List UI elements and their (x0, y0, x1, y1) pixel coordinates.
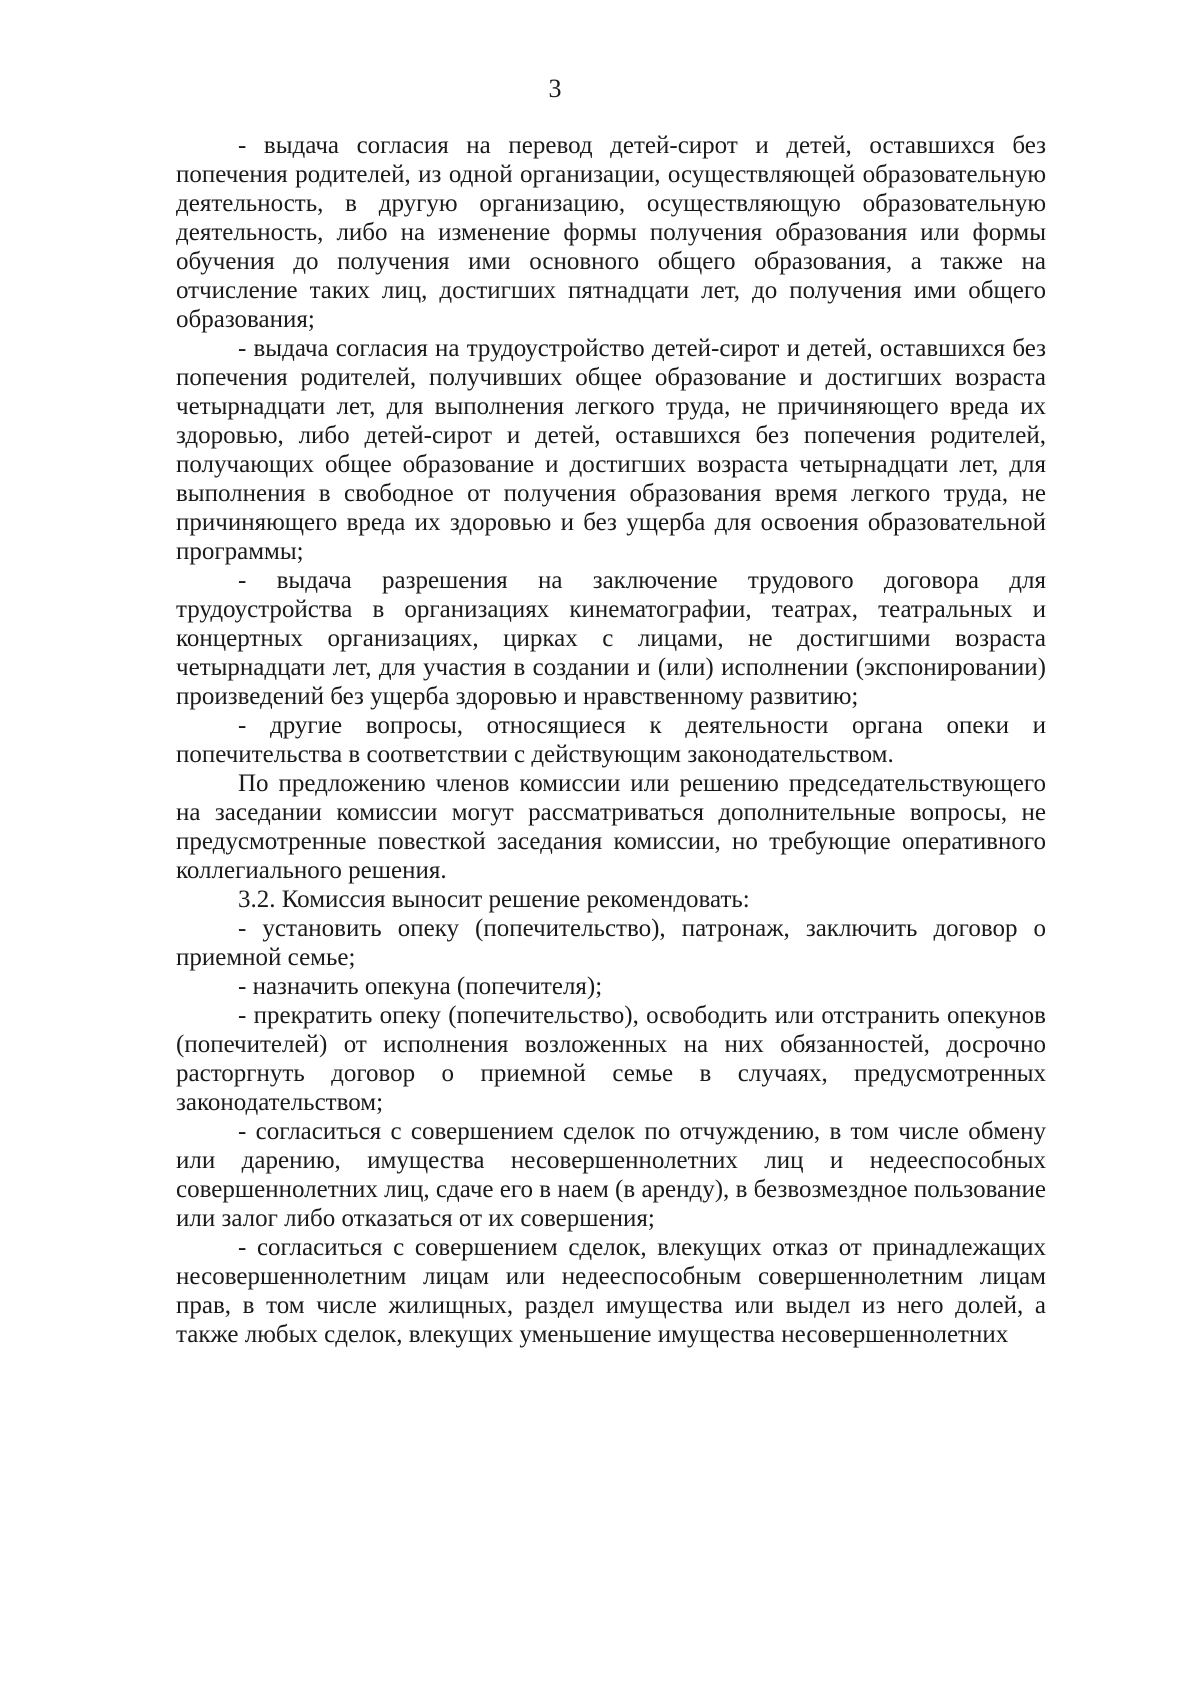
paragraph-rights-waiver: - согласиться с совершением сделок, влекущих отказ от принадлежащих несовершеннолетним лицам или недееспособным совершеннолетним лицам прав, в том числе жилищных, раздел имущества или выдел из него долей, а также любых сделок, влекущих уменьшение имущества несовершеннолетних (176, 1234, 1046, 1348)
paragraph-property-alienation: - согласиться с совершением сделок по отчуждению, в том числе обмену или дарению, имущества несовершеннолетних лиц и недееспособных совершеннолетних лиц, сдаче его в наем (в аренду), в безвозмездное пользование или залог либо отказаться от их совершения; (176, 1118, 1046, 1232)
paragraph-permission-labor-contract: - выдача разрешения на заключение трудового договора для трудоустройства в организациях кинематографии, театрах, театральных и концертных организациях, цирках с лицами, не достигшими возраста четырнадцати лет, для участия в создании и (или) исполнении (экспонировании) произведений без ущерба здоровью и нравственному развитию; (176, 567, 1046, 710)
paragraph-consent-transfer: - выдача согласия на перевод детей-сирот и детей, оставшихся без попечения родителей, из одной организации, осуществляющей образовательную деятельность, в другую организацию, осуществляющую образовательную деятельность, либо на изменение формы получения образования или формы обучения до получения ими основного общего образования, а также на отчисление таких лиц, достигших пятнадцати лет, до получения ими общего образования; (176, 132, 1046, 333)
paragraph-section-3-2: 3.2. Комиссия выносит решение рекомендовать: (238, 886, 750, 913)
paragraph-additional-questions: По предложению членов комиссии или решению председательствующего на заседании комиссии могут рассматриваться дополнительные вопросы, не предусмотренные повесткой заседания комиссии, но требующие оперативного коллегиального решения. (176, 770, 1046, 884)
paragraph-consent-employment: - выдача согласия на трудоустройство детей-сирот и детей, оставшихся без попечения родителей, получивших общее образование и достигших возраста четырнадцати лет, для выполнения легкого труда, не причиняющего вреда их здоровью, либо детей-сирот и детей, оставшихся без попечения родителей, получающих общее образование и достигших возраста четырнадцати лет, для выполнения в свободное от получения образования время легкого труда, не причиняющего вреда их здоровью и без ущерба для освоения образовательной программы; (176, 335, 1046, 565)
paragraph-establish-guardianship: - установить опеку (попечительство), патронаж, заключить договор о приемной семье; (176, 915, 1046, 971)
page-number: 3 (548, 74, 562, 103)
paragraph-other-questions: - другие вопросы, относящиеся к деятельности органа опеки и попечительства в соответствии с действующим законодательством. (176, 712, 1046, 768)
document-body (176, 131, 1046, 1349)
paragraph-appoint-guardian: - назначить опекуна (попечителя); (238, 973, 603, 1000)
paragraph-terminate-guardianship: - прекратить опеку (попечительство), освободить или отстранить опекунов (попечителей) от исполнения возложенных на них обязанностей, досрочно расторгнуть договор о приемной семье в случаях, предусмотренных законодательством; (176, 1002, 1046, 1116)
